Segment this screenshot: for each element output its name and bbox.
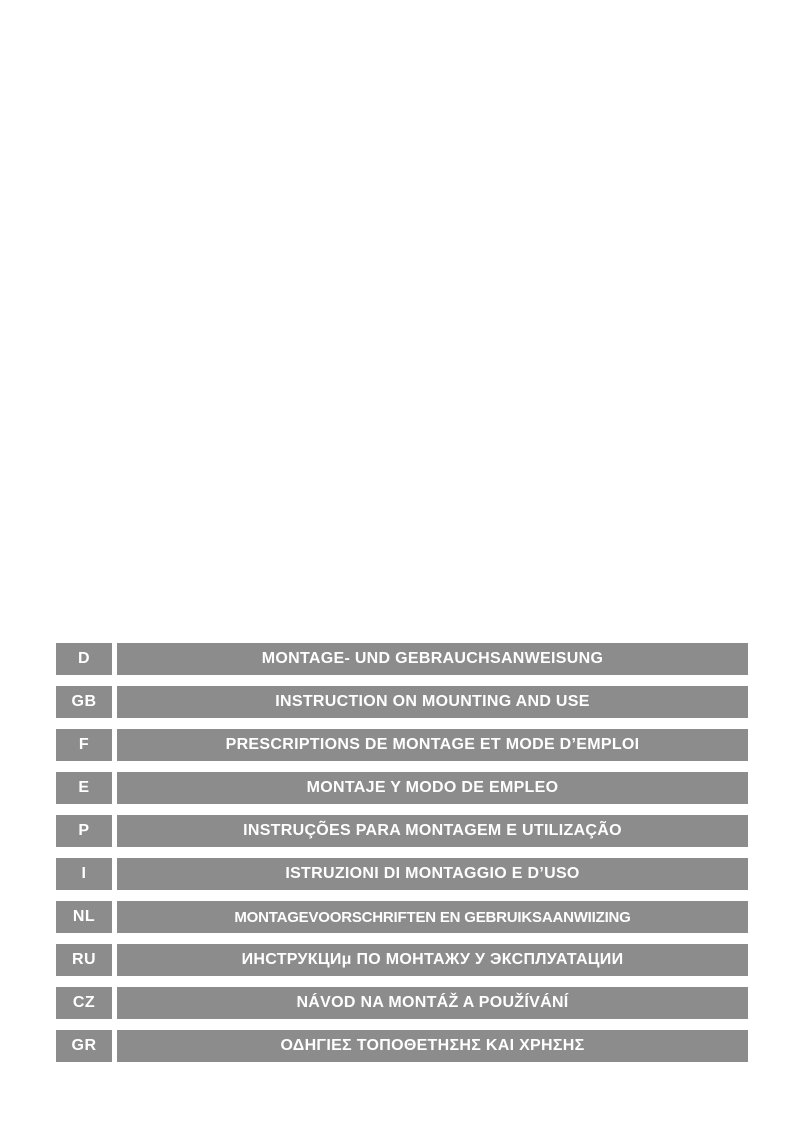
language-code: RU [56, 944, 112, 976]
language-code: GR [56, 1030, 112, 1062]
language-title: MONTAGEVOORSCHRIFTEN EN GEBRUIKSAANWIIZING [117, 901, 748, 933]
language-title: ИНСТРУКЦИμ ПО МОНТАЖУ У ЭКСПЛУАТАЦИИ [117, 944, 748, 976]
language-code: I [56, 858, 112, 890]
language-code: CZ [56, 987, 112, 1019]
language-title: PRESCRIPTIONS DE MONTAGE ET MODE D’EMPLOI [117, 729, 748, 761]
table-row [56, 944, 748, 976]
language-code: D [56, 643, 112, 675]
table-row [56, 729, 748, 761]
language-code: E [56, 772, 112, 804]
language-code: NL [56, 901, 112, 933]
language-title: INSTRUÇÕES PARA MONTAGEM E UTILIZAÇÃO [117, 815, 748, 847]
language-title: ΟΔΗΓΙΕΣ ΤΟΠΟΘΕΤΗΣΗΣ ΚΑΙ ΧΡΗΣΗΣ [117, 1030, 748, 1062]
language-title-table [56, 643, 748, 1062]
language-title: MONTAJE Y MODO DE EMPLEO [117, 772, 748, 804]
language-title: ISTRUZIONI DI MONTAGGIO E D’USO [117, 858, 748, 890]
language-code: GB [56, 686, 112, 718]
language-title: NÁVOD NA MONTÁŽ A POUŽÍVÁNÍ [117, 987, 748, 1019]
table-row [56, 901, 748, 933]
language-code: F [56, 729, 112, 761]
table-row [56, 858, 748, 890]
language-title: MONTAGE- UND GEBRAUCHSANWEISUNG [117, 643, 748, 675]
table-row [56, 643, 748, 675]
language-code: P [56, 815, 112, 847]
table-row [56, 815, 748, 847]
table-row [56, 772, 748, 804]
table-row [56, 686, 748, 718]
table-row [56, 1030, 748, 1062]
language-title: INSTRUCTION ON MOUNTING AND USE [117, 686, 748, 718]
table-row [56, 987, 748, 1019]
